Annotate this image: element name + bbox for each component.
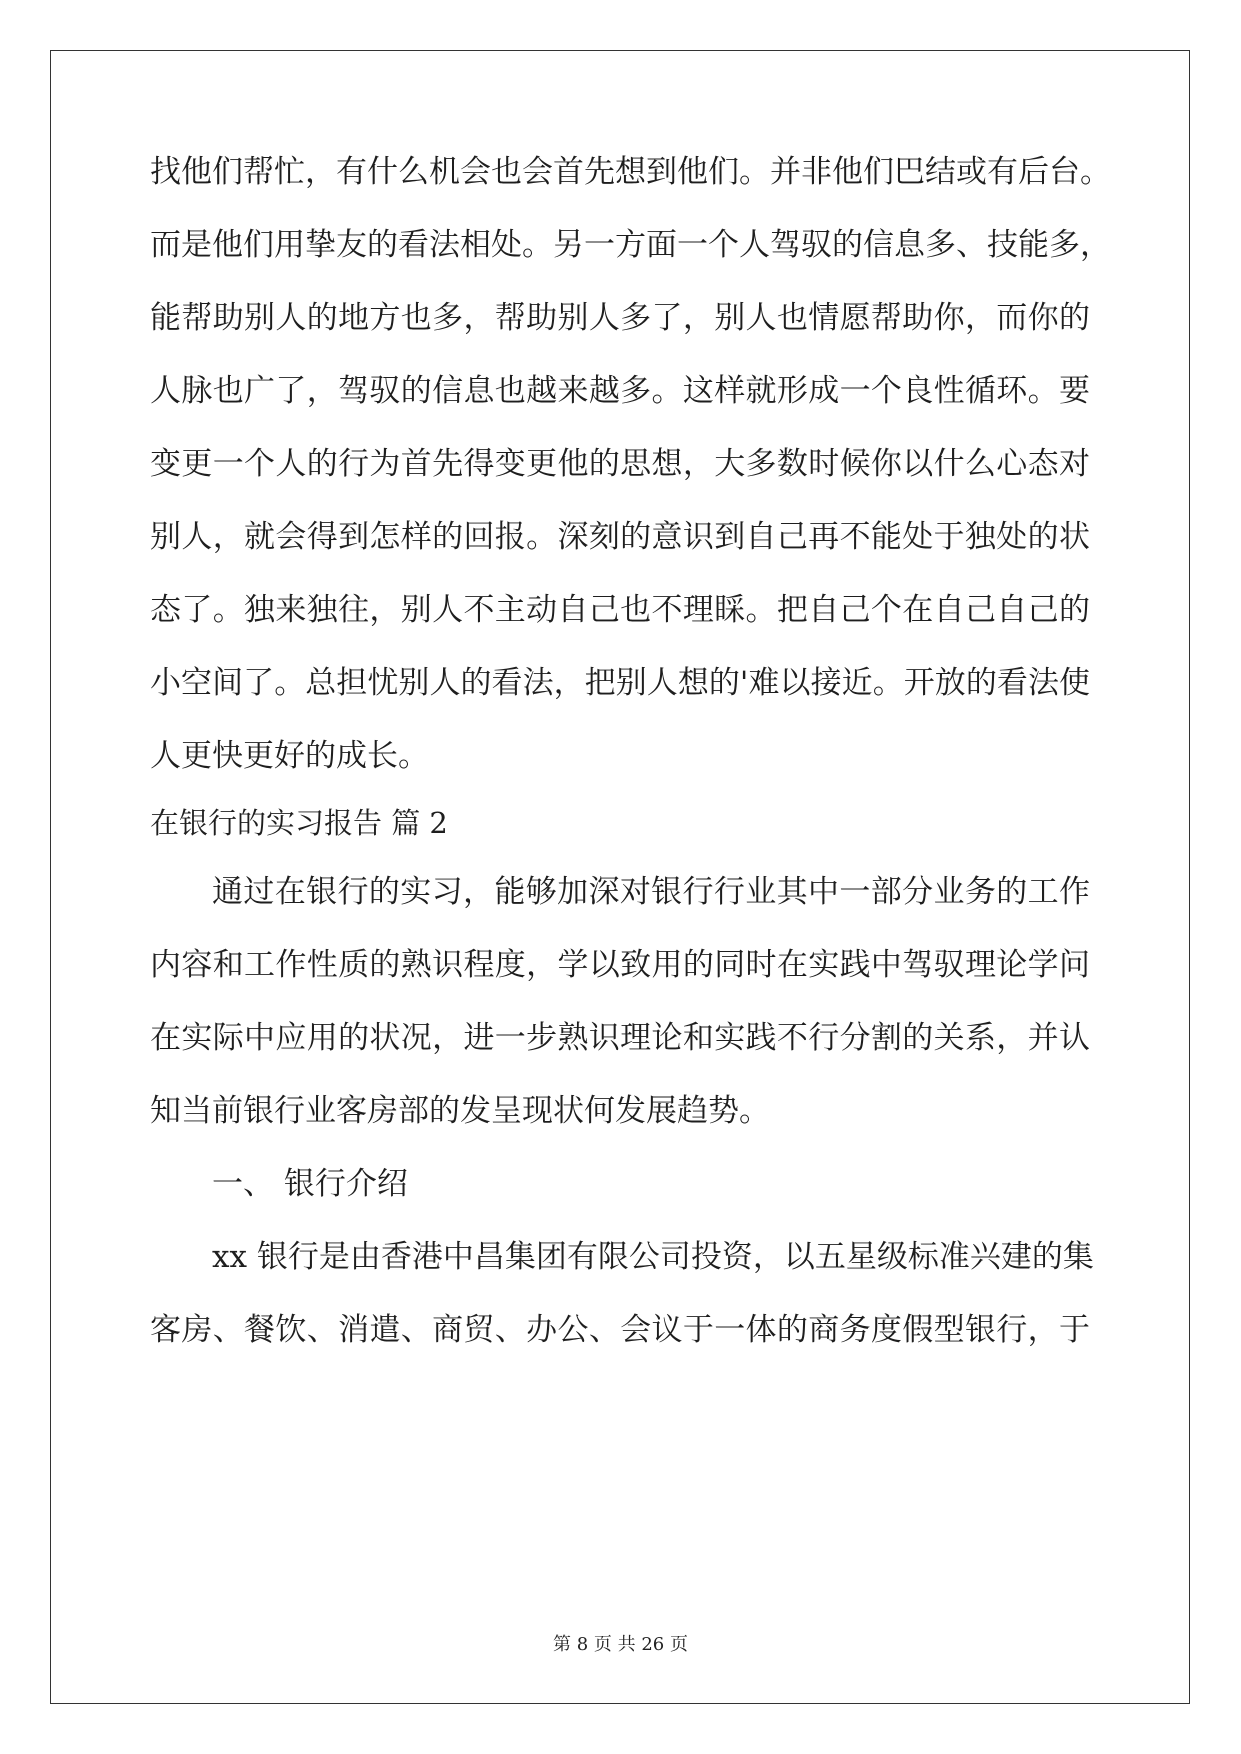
- body-line: 人更快更好的成长。: [150, 738, 429, 774]
- body-line: 小空间了。总担忧别人的看法，把别人想的'难以接近。开放的看法使: [150, 665, 1090, 701]
- body-line: xx 银行是由香港中昌集团有限公司投资，以五星级标准兴建的集: [212, 1239, 1094, 1275]
- body-line: 在实际中应用的状况，进一步熟识理论和实践不行分割的关系，并认: [150, 1020, 1090, 1056]
- body-line: 通过在银行的实习，能够加深对银行行业其中一部分业务的工作: [212, 874, 1090, 910]
- body-line: 别人，就会得到怎样的回报。深刻的意识到自己再不能处于独处的状: [150, 519, 1090, 555]
- body-line: 能帮助别人的地方也多，帮助别人多了，别人也情愿帮助你，而你的: [150, 300, 1090, 336]
- body-line: 人脉也广了，驾驭的信息也越来越多。这样就形成一个良性循环。要: [150, 373, 1090, 409]
- body-line: 客房、餐饮、消遣、商贸、办公、会议于一体的商务度假型银行，于: [150, 1312, 1090, 1348]
- section-title: 在银行的实习报告 篇 2: [150, 806, 448, 840]
- page-footer: 第 8 页 共 26 页: [553, 1634, 688, 1655]
- body-line: 找他们帮忙，有什么机会也会首先想到他们。并非他们巴结或有后台。: [150, 154, 1111, 190]
- body-line: 而是他们用挚友的看法相处。另一方面一个人驾驭的信息多、技能多，: [150, 227, 1111, 263]
- body-line: 内容和工作性质的熟识程度，学以致用的同时在实践中驾驭理论学问: [150, 947, 1090, 983]
- body-line: 态了。独来独往，别人不主动自己也不理睬。把自己个在自己自己的: [150, 592, 1090, 628]
- body-line: 知当前银行业客房部的发呈现状何发展趋势。: [150, 1093, 770, 1129]
- body-line: 变更一个人的行为首先得变更他的思想，大多数时候你以什么心态对: [150, 446, 1090, 482]
- subheading: 一、 银行介绍: [212, 1166, 408, 1202]
